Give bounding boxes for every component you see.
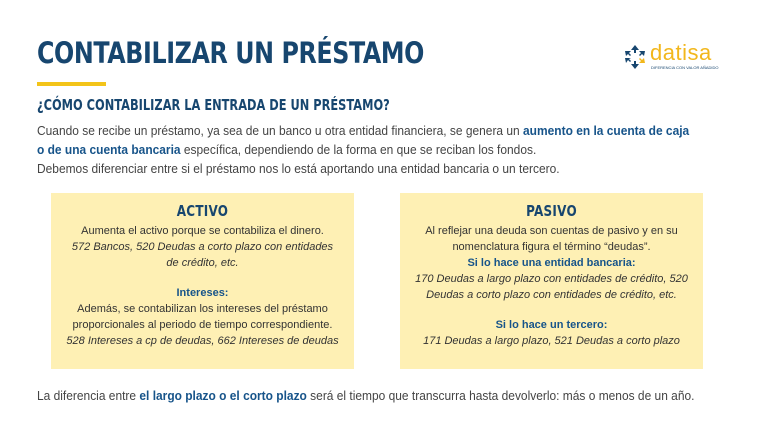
intro-paragraph-2: Debemos diferenciar entre si el préstamo nos lo está aportando una entidad bancaria o un tercero.: [37, 161, 560, 176]
activo-accounts: 572 Bancos, 520 Deudas a corto plazo con entidades: [71, 241, 334, 253]
datisa-logo: [622, 40, 732, 78]
page-title: CONTABILIZAR UN PRÉSTAMO: [37, 36, 424, 70]
title-underline: [37, 82, 106, 86]
pasivo-title: PASIVO: [526, 202, 577, 220]
intro-text: específica, dependiendo de la forma en que se reciban los fondos.: [180, 142, 537, 157]
footer-paragraph: [37, 386, 694, 405]
interests-label: Intereses:: [176, 287, 229, 299]
activo-accounts: de crédito, etc.: [166, 257, 239, 269]
activo-text: proporcionales al periodo de tiempo correspondiente.: [72, 319, 333, 331]
activo-text: Además, se contabilizan los intereses del préstamo: [77, 303, 328, 315]
bank-accounts: Deudas a corto plazo con entidades de crédito, etc.: [426, 289, 677, 301]
activo-text: Aumenta el activo porque se contabiliza el dinero.: [81, 225, 324, 237]
third-party-accounts: 171 Deudas a largo plazo, 521 Deudas a corto plazo: [423, 335, 680, 347]
pasivo-box: [400, 193, 703, 369]
datisa-arrows-icon: [622, 44, 648, 70]
third-party-label: Si lo hace un tercero:: [495, 319, 608, 331]
intro-paragraph-1: [37, 121, 689, 159]
footer-highlight: el largo plazo o el corto plazo: [139, 388, 307, 403]
intro-text: Cuando se recibe un préstamo, ya sea de un banco u otra entidad financiera, se genera un: [37, 123, 524, 138]
footer-text: será el tiempo que transcurra hasta devolverlo: más o menos de un año.: [306, 388, 695, 403]
intro-highlight: aumento en la cuenta de caja: [523, 123, 690, 138]
intro-highlight: o de una cuenta bancaria: [37, 142, 181, 157]
logo-wordmark: datisa: [650, 40, 712, 65]
activo-box: [51, 193, 354, 369]
pasivo-text: Al reflejar una deuda son cuentas de pasivo y en su: [425, 225, 678, 237]
bank-label: Si lo hace una entidad bancaria:: [467, 257, 636, 269]
logo-tagline: DIFERENCIA CON VALOR AÑADIDO: [651, 65, 719, 70]
section-subtitle: ¿CÓMO CONTABILIZAR LA ENTRADA DE UN PRÉSTAMO?: [37, 96, 390, 114]
interests-accounts: 528 Intereses a cp de deudas, 662 Intereses de deudas: [66, 335, 339, 347]
pasivo-text: nomenclatura figura el término “deudas”.: [452, 241, 651, 253]
bank-accounts: 170 Deudas a largo plazo con entidades de crédito, 520: [415, 273, 688, 285]
activo-title: ACTIVO: [176, 202, 229, 220]
footer-text: La diferencia entre: [37, 388, 140, 403]
